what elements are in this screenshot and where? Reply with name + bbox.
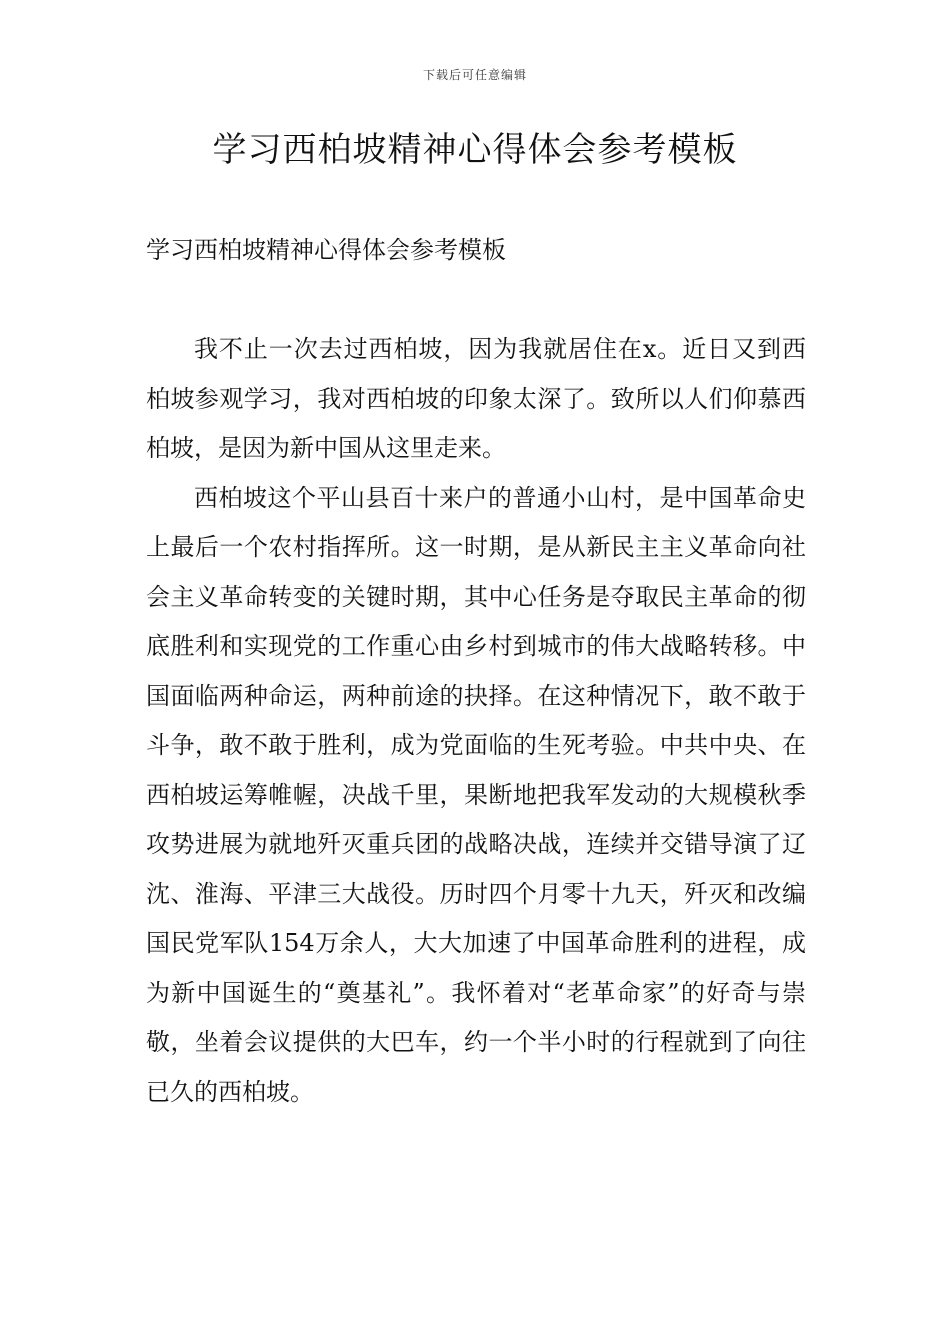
paragraph-1: 我不止一次去过西柏坡，因为我就居住在x。近日又到西柏坡参观学习，我对西柏坡的印象太深了。致所以人们仰慕西柏坡，是因为新中国从这里走来。 [146, 335, 806, 462]
document-subtitle: 学习西柏坡精神心得体会参考模板 [146, 236, 506, 264]
header-note: 下载后可任意编辑 [422, 68, 527, 82]
document-body [146, 325, 806, 1117]
document-title: 学习西柏坡精神心得体会参考模板 [212, 130, 738, 170]
paragraph-2: 西柏坡这个平山县百十来户的普通小山村，是中国革命史上最后一个农村指挥所。这一时期，是从新民主主义革命向社会主义革命转变的关键时期，其中心任务是夺取民主革命的彻底胜利和实现党的工作重心由乡村到城市的伟大战略转移。中国面临两种命运，两种前途的抉择。在这种情况下，敢不敢于斗争，敢不敢于胜利，成为党面临的生死考验。中共中央、在西柏坡运筹帷幄，决战千里，果断地把我军发动的大规模秋季攻势进展为就地歼灭重兵团的战略决战，连续并交错导演了辽沈、淮海、平津三大战役。历时四个月零十九天，歼灭和改编国民党军队154万余人，大大加速了中国革命胜利的进程，成为新中国诞生的“奠基礼”。我怀着对“老革命家”的好奇与崇敬，坐着会议提供的大巴车，约一个半小时的行程就到了向往已久的西柏坡。 [146, 483, 806, 1106]
